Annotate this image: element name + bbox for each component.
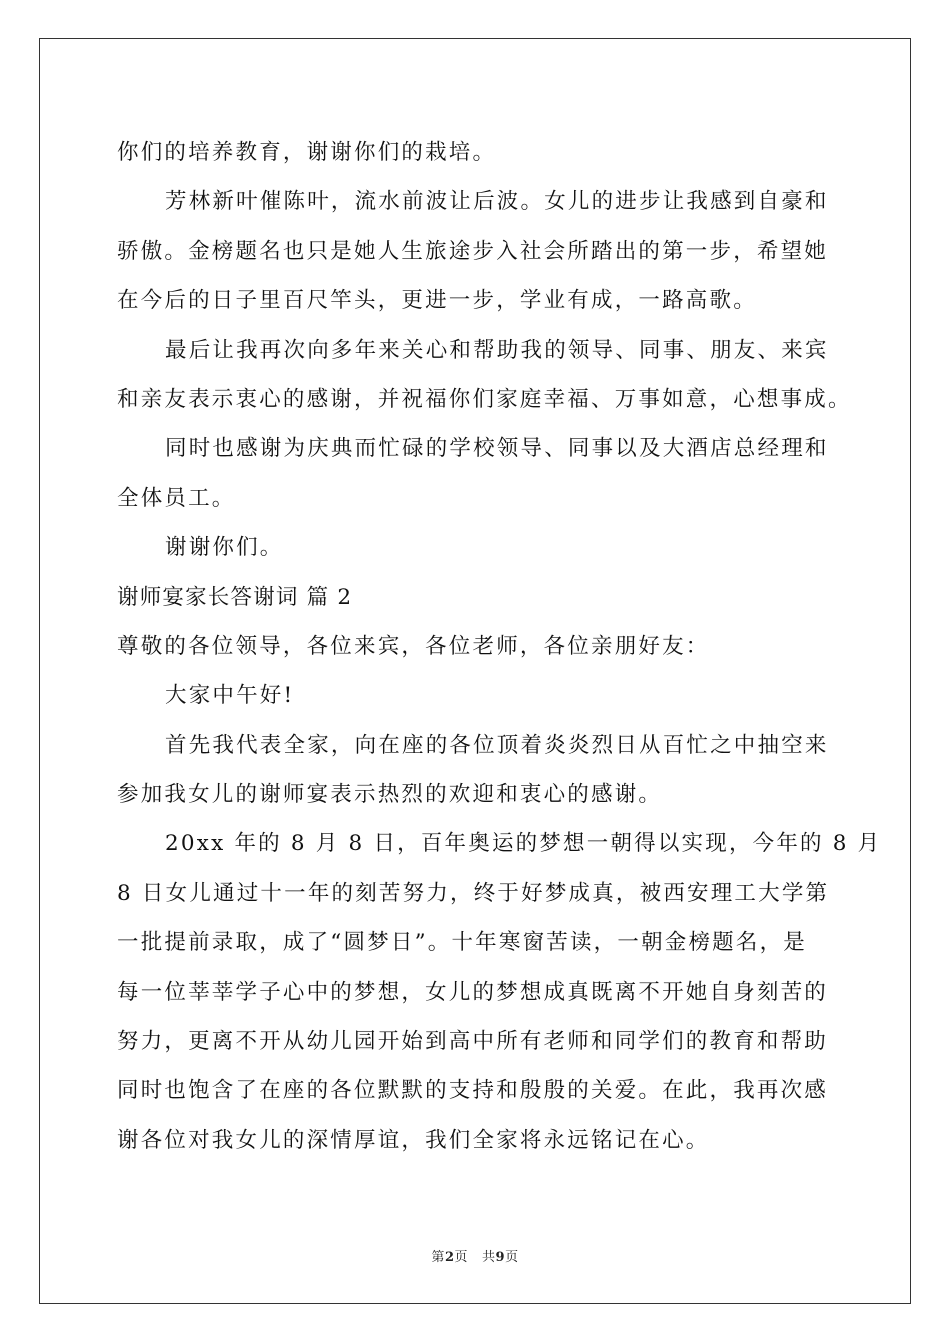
page-current: 2 [444, 1250, 455, 1265]
text-line: 每一位莘莘学子心中的梦想，女儿的梦想成真既离不开她自身刻苦的 [117, 979, 829, 1005]
document-body [117, 128, 882, 1165]
text-line: 大家中午好! [165, 683, 295, 709]
text-line: 和亲友表示衷心的感谢，并祝福你们家庭幸福、万事如意，心想事成。 [117, 386, 852, 412]
text-line: 20xx 年的 8 月 8 日，百年奥运的梦想一朝得以实现，今年的 8 月 [165, 831, 882, 857]
text-line: 尊敬的各位领导，各位来宾，各位老师，各位亲朋好友： [117, 633, 710, 659]
text-line: 努力，更离不开从幼儿园开始到高中所有老师和同学们的教育和帮助 [117, 1029, 829, 1055]
text-line: 在今后的日子里百尺竿头，更进一步，学业有成，一路高歌。 [117, 288, 757, 314]
text-line: 一批提前录取，成了“圆梦日”。十年寒窗苦读，一朝金榜题名，是 [117, 930, 807, 956]
text-line: 同时也感谢为庆典而忙碌的学校领导、同事以及大酒店总经理和 [165, 436, 829, 462]
section-heading: 谢师宴家长答谢词 篇 2 [117, 584, 353, 610]
text-line: 同时也饱含了在座的各位默默的支持和殷殷的关爱。在此，我再次感 [117, 1078, 829, 1104]
text-line: 你们的培养教育，谢谢你们的栽培。 [117, 140, 497, 165]
page-footer [0, 1246, 950, 1265]
text-line: 首先我代表全家，向在座的各位顶着炎炎烈日从百忙之中抽空来 [165, 732, 829, 758]
text-line: 谢谢你们。 [165, 535, 284, 561]
total-prefix: 共 [482, 1250, 496, 1265]
text-line: 芳林新叶催陈叶，流水前波让后波。女儿的进步让我感到自豪和 [165, 189, 829, 215]
text-line: 参加我女儿的谢师宴表示热烈的欢迎和衷心的感谢。 [117, 782, 663, 808]
page-unit: 页 [454, 1250, 468, 1265]
page-total: 9 [495, 1250, 506, 1265]
page-prefix: 第 [431, 1250, 445, 1265]
text-line: 最后让我再次向多年来关心和帮助我的领导、同事、朋友、来宾 [165, 337, 829, 363]
text-line: 骄傲。金榜题名也只是她人生旅途步入社会所踏出的第一步，希望她 [117, 238, 829, 264]
text-line: 8 日女儿通过十一年的刻苦努力，终于好梦成真，被西安理工大学第 [117, 880, 830, 906]
text-line: 全体员工。 [117, 485, 236, 511]
total-unit: 页 [505, 1250, 519, 1265]
text-line: 谢各位对我女儿的深情厚谊，我们全家将永远铭记在心。 [117, 1127, 710, 1153]
